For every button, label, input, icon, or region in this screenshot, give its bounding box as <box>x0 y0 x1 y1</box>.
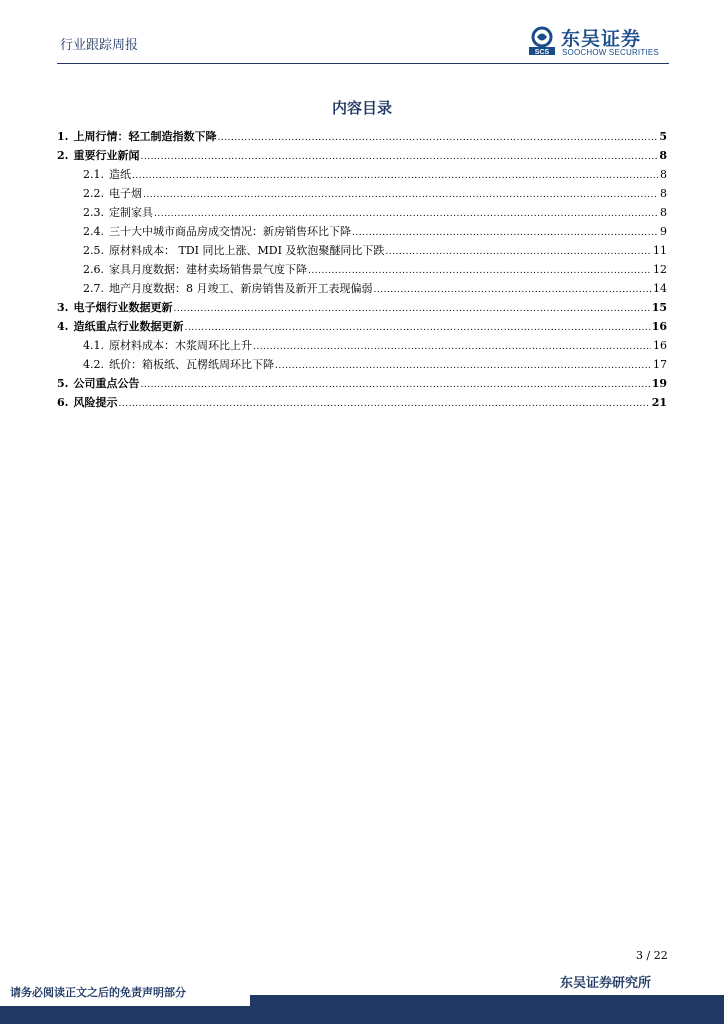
toc-entry-number: 2.1. <box>83 168 104 181</box>
toc-entry-page[interactable]: 11 <box>653 244 667 257</box>
toc-entry-number: 2.4. <box>83 225 104 238</box>
toc-entry[interactable] <box>57 128 667 147</box>
toc-entry[interactable] <box>57 318 667 337</box>
toc-entry[interactable] <box>57 394 667 413</box>
toc-title: 内容目录 <box>331 99 392 117</box>
toc-entry-title[interactable]: 原材料成本： TDI 同比上涨、MDI 及软泡聚醚同比下跌 <box>109 244 385 257</box>
toc-leader-dots <box>184 323 649 333</box>
toc-leader-dots <box>217 133 657 143</box>
toc-entry-page[interactable]: 21 <box>651 396 667 409</box>
toc-leader-dots <box>140 152 657 162</box>
toc-leader-dots <box>385 247 651 257</box>
toc-leader-dots <box>143 190 658 200</box>
toc-entry[interactable] <box>57 299 667 318</box>
table-of-contents <box>57 128 667 413</box>
toc-leader-dots <box>118 399 649 409</box>
toc-entry[interactable] <box>57 375 667 394</box>
toc-entry[interactable] <box>57 261 667 280</box>
toc-entry-page[interactable]: 16 <box>651 320 667 333</box>
toc-entry-title[interactable]: 家具月度数据：建材卖场销售景气度下降 <box>109 263 307 276</box>
toc-leader-dots <box>352 228 658 238</box>
company-logo <box>528 26 670 60</box>
toc-entry-title[interactable]: 定制家具 <box>109 206 153 219</box>
toc-leader-dots <box>308 266 651 276</box>
toc-entry-title[interactable]: 造纸重点行业数据更新 <box>73 320 184 333</box>
disclaimer-text: 请务必阅读正文之后的免责声明部分 <box>10 986 186 999</box>
toc-entry-title[interactable]: 造纸 <box>109 168 131 181</box>
toc-entry-title[interactable]: 电子烟 <box>109 187 142 200</box>
toc-leader-dots <box>253 342 651 352</box>
toc-entry-number: 2. <box>57 149 69 162</box>
toc-entry[interactable] <box>57 242 667 261</box>
toc-entry[interactable] <box>57 280 667 299</box>
toc-entry-number: 2.2. <box>83 187 104 200</box>
header-divider <box>57 63 669 64</box>
toc-entry[interactable] <box>57 204 667 223</box>
toc-entry-number: 6. <box>57 396 69 409</box>
toc-leader-dots <box>154 209 658 219</box>
toc-entry-page[interactable]: 8 <box>660 206 667 219</box>
toc-entry-page[interactable]: 12 <box>653 263 667 276</box>
toc-entry-number: 4.1. <box>83 339 104 352</box>
toc-entry[interactable] <box>57 337 667 356</box>
toc-entry-page[interactable]: 8 <box>660 168 667 181</box>
toc-entry[interactable] <box>57 185 667 204</box>
logo-english-name: SOOCHOW SECURITIES <box>562 48 659 57</box>
toc-entry[interactable] <box>57 356 667 375</box>
toc-leader-dots <box>374 285 652 295</box>
toc-entry-page[interactable]: 5 <box>659 130 667 143</box>
toc-entry-title[interactable]: 重要行业新闻 <box>73 149 140 162</box>
toc-entry-number: 3. <box>57 301 69 314</box>
toc-entry-number: 1. <box>57 130 69 143</box>
svg-text:SCS: SCS <box>534 49 550 56</box>
toc-entry-number: 5. <box>57 377 69 390</box>
toc-entry-title[interactable]: 公司重点公告 <box>73 377 140 390</box>
toc-entry-number: 4. <box>57 320 69 333</box>
toc-entry-number: 4.2. <box>83 358 104 371</box>
logo-chinese-name: 东吴证券 <box>561 28 642 50</box>
toc-leader-dots <box>173 304 649 314</box>
toc-entry-title[interactable]: 地产月度数据：8 月竣工、新房销售及新开工表现偏弱 <box>109 282 373 295</box>
toc-leader-dots <box>140 380 649 390</box>
toc-entry-title[interactable]: 三十大中城市商品房成交情况：新房销售环比下降 <box>109 225 351 238</box>
toc-entry[interactable] <box>57 166 667 185</box>
page-number: 3 / 22 <box>636 949 668 962</box>
toc-entry-page[interactable]: 16 <box>653 339 667 352</box>
toc-entry-number: 2.7. <box>83 282 104 295</box>
toc-leader-dots <box>132 171 658 181</box>
toc-entry-page[interactable]: 8 <box>660 187 667 200</box>
scs-logo-icon <box>528 26 556 56</box>
toc-entry-page[interactable]: 17 <box>653 358 667 371</box>
toc-entry-title[interactable]: 纸价：箱板纸、瓦楞纸周环比下降 <box>109 358 274 371</box>
toc-entry-title[interactable]: 电子烟行业数据更新 <box>73 301 173 314</box>
toc-entry-number: 2.5. <box>83 244 104 257</box>
toc-entry-title[interactable]: 原材料成本：木浆周环比上升 <box>109 339 252 352</box>
toc-entry[interactable] <box>57 223 667 242</box>
institute-name: 东吴证券研究所 <box>560 976 652 991</box>
toc-entry-page[interactable]: 9 <box>660 225 667 238</box>
toc-entry-number: 2.6. <box>83 263 104 276</box>
header-category: 行业跟踪周报 <box>60 38 139 53</box>
toc-leader-dots <box>275 361 651 371</box>
toc-entry-page[interactable]: 14 <box>653 282 667 295</box>
toc-entry-title[interactable]: 上周行情：轻工制造指数下降 <box>73 130 217 143</box>
toc-entry[interactable] <box>57 147 667 166</box>
toc-entry-number: 2.3. <box>83 206 104 219</box>
toc-entry-page[interactable]: 19 <box>651 377 667 390</box>
toc-entry-page[interactable]: 15 <box>651 301 667 314</box>
toc-entry-page[interactable]: 8 <box>659 149 667 162</box>
toc-entry-title[interactable]: 风险提示 <box>73 396 118 409</box>
